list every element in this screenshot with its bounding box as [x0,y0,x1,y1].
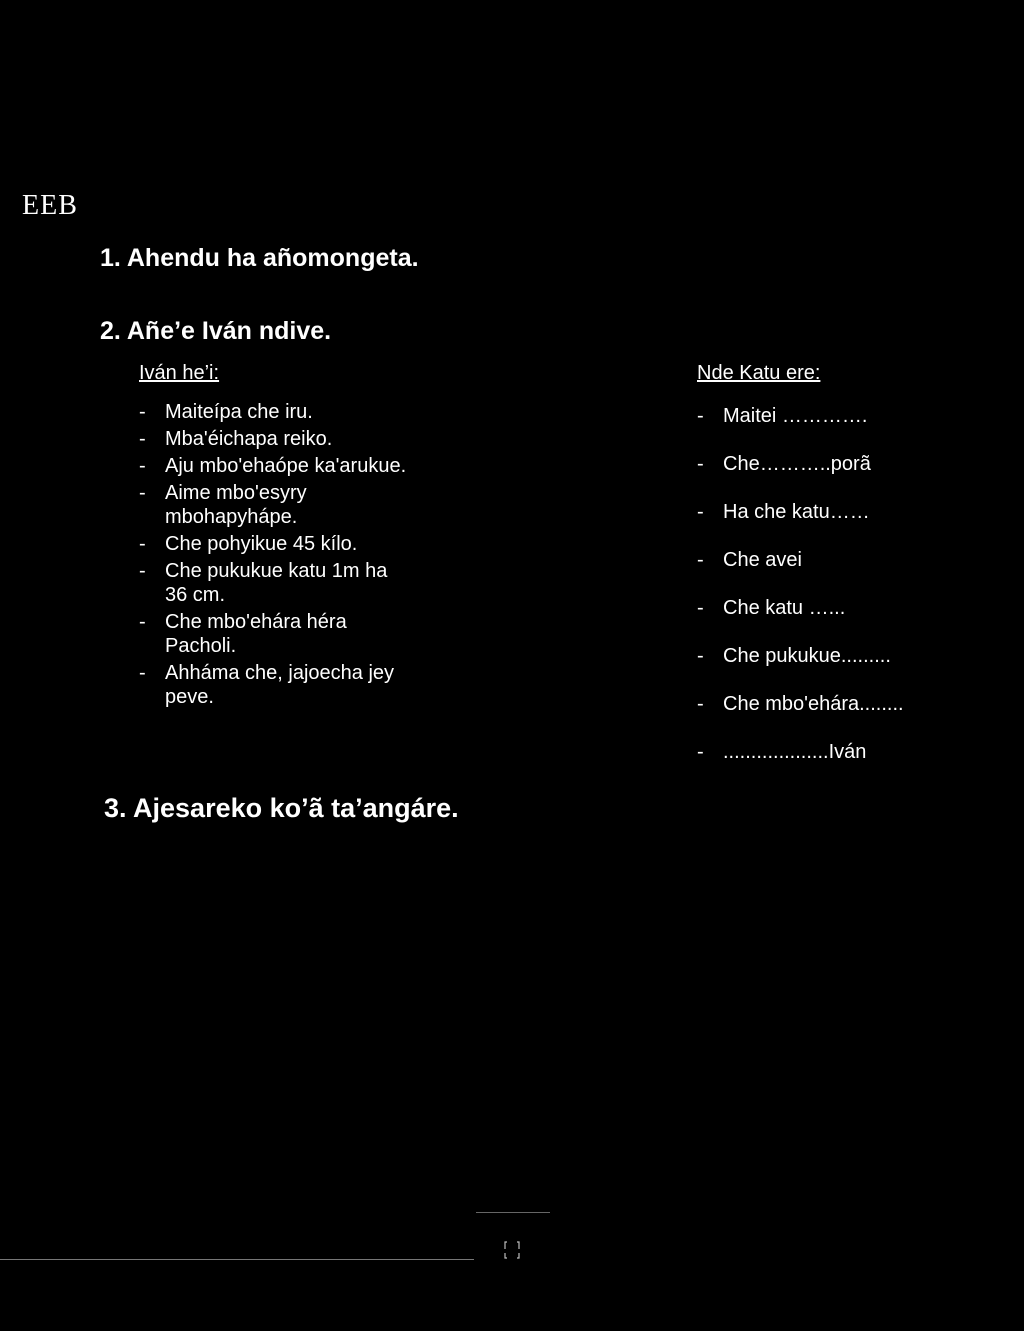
list-item: - Che pohyikue 45 kílo. [139,532,409,556]
ivan-says-list [139,400,409,712]
list-item: - Che mbo'ehára........ [697,692,1017,740]
page-number-marker-icon [503,1239,521,1261]
you-say-title: Nde Katu ere: [697,362,821,384]
list-item: - Che pukukue......... [697,644,1017,692]
list-item: - Aime mbo'esyry mbohapyhápe. [139,481,409,529]
list-item: - Che katu …... [697,596,1017,644]
list-item: - Che mbo'ehára héra Pacholi. [139,610,409,658]
section-3-heading: 3. Ajesareko ko’ã ta’angáre. [104,793,459,823]
footer-divider-long [0,1259,474,1260]
document-code: EEB [22,190,78,221]
section-1-heading: 1. Ahendu ha añomongeta. [100,244,419,272]
list-item: - Mba'éichapa reiko. [139,427,409,451]
section-2-heading: 2. Añe’e Iván ndive. [100,317,332,345]
list-item: - Che pukukue katu 1m ha 36 cm. [139,559,409,607]
list-item: - ...................Iván [697,740,1017,788]
list-item: - Maitei …………. [697,404,1017,452]
list-item: - Che avei [697,548,1017,596]
list-item: - Maiteípa che iru. [139,400,409,424]
ivan-says-title: Iván he’i: [139,362,220,384]
list-item: - Ha che katu…… [697,500,1017,548]
list-item: - Che………..porã [697,452,1017,500]
footer-divider-short [476,1212,550,1213]
list-item: - Aju mbo'ehaópe ka'arukue. [139,454,409,478]
list-item: - Ahháma che, jajoecha jey peve. [139,661,409,709]
you-say-list [697,404,1017,788]
